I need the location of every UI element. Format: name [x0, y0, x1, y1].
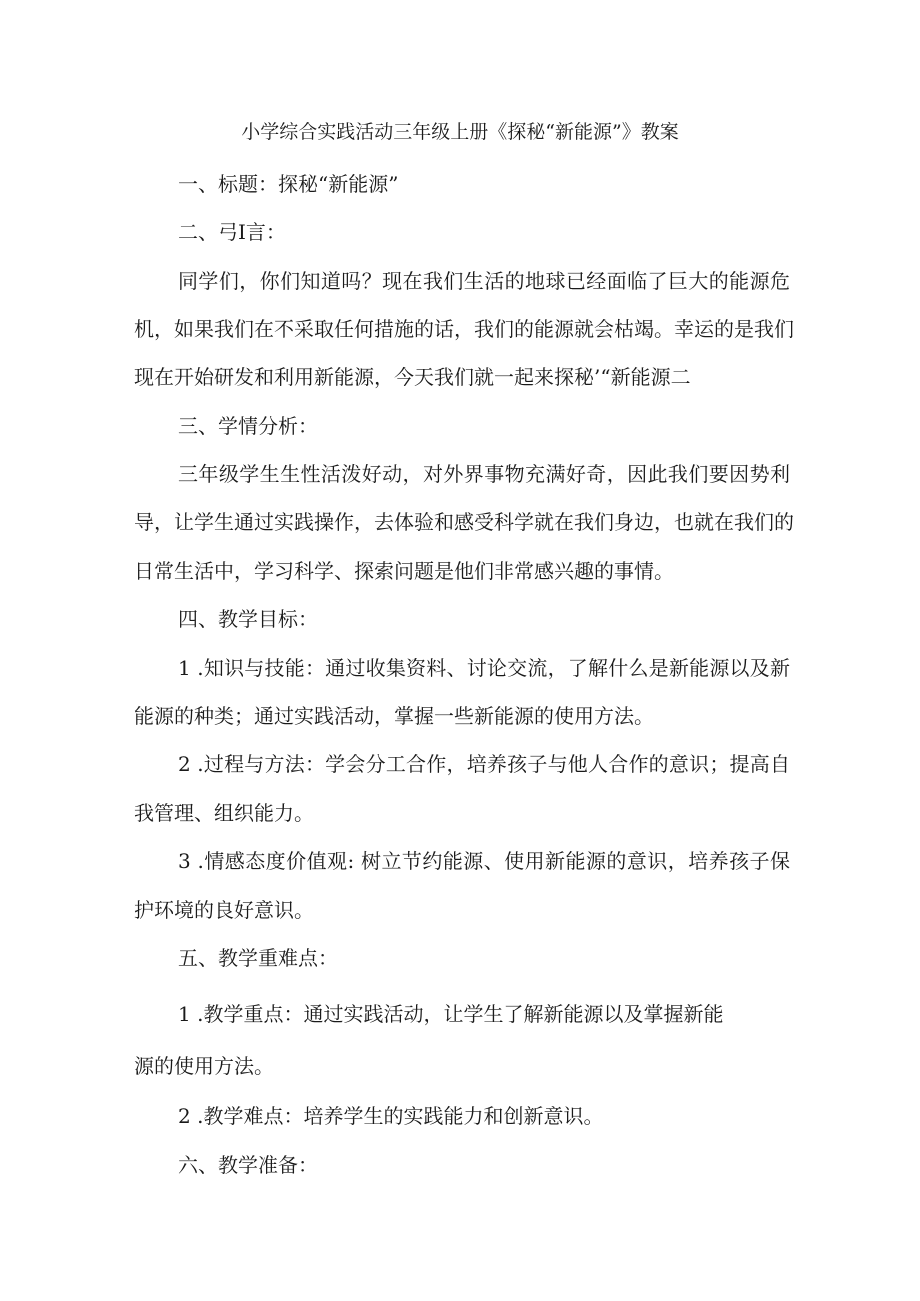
- heading-preparation: 六、教学准备：: [178, 1153, 318, 1177]
- heading-key-points: 五、教学重难点：: [178, 946, 338, 970]
- paragraph-line: 现在开始研发和利用新能源，今天我们就一起来探秘’“新能源二: [134, 365, 691, 389]
- paragraph-line: 我管理、组织能力。: [134, 801, 314, 825]
- paragraph-line: 同学们，你们知道吗？现在我们生活的地球已经面临了巨大的能源危: [178, 269, 790, 293]
- key-point-item-2: 2 .教学难点：培养学生的实践能力和创新意识。: [178, 1104, 604, 1128]
- paragraph-line: 护环境的良好意识。: [134, 898, 314, 922]
- heading-introduction: 二、弓I言：: [178, 220, 286, 244]
- paragraph-line: 导，让学生通过实践操作，去体验和感受科学就在我们身边，也就在我们的: [134, 510, 794, 534]
- goal-item-3: 3 .情感态度价值观: 树立节约能源、使用新能源的意识，培养孩子保: [178, 849, 790, 873]
- paragraph-line: 机，如果我们在不采取任何措施的话，我们的能源就会枯竭。幸运的是我们: [134, 317, 794, 341]
- paragraph-line: 能源的种类；通过实践活动，掌握一些新能源的使用方法。: [134, 704, 654, 728]
- heading-student-analysis: 三、学情分析：: [178, 414, 318, 438]
- goal-item-2: 2 .过程与方法：学会分工合作，培养孩子与他人合作的意识；提高自: [178, 752, 790, 776]
- document-title: 小学综合实践活动三年级上册《探秘“新能源”》教案: [241, 121, 679, 143]
- key-point-item-1: 1 .教学重点：通过实践活动，让学生了解新能源以及掌握新能: [178, 1002, 724, 1026]
- goal-item-1: 1 .知识与技能：通过收集资料、讨论交流，了解什么是新能源以及新: [178, 656, 790, 680]
- heading-title: 一、标题：探秘“新能源”: [178, 172, 399, 196]
- heading-teaching-goals: 四、教学目标：: [178, 607, 318, 631]
- paragraph-line: 源的使用方法。: [134, 1054, 274, 1078]
- paragraph-line: 日常生活中，学习科学、探索问题是他们非常感兴趣的事情。: [134, 559, 674, 583]
- paragraph-line: 三年级学生生性活泼好动，对外界事物充满好奇，因此我们要因势利: [178, 462, 790, 486]
